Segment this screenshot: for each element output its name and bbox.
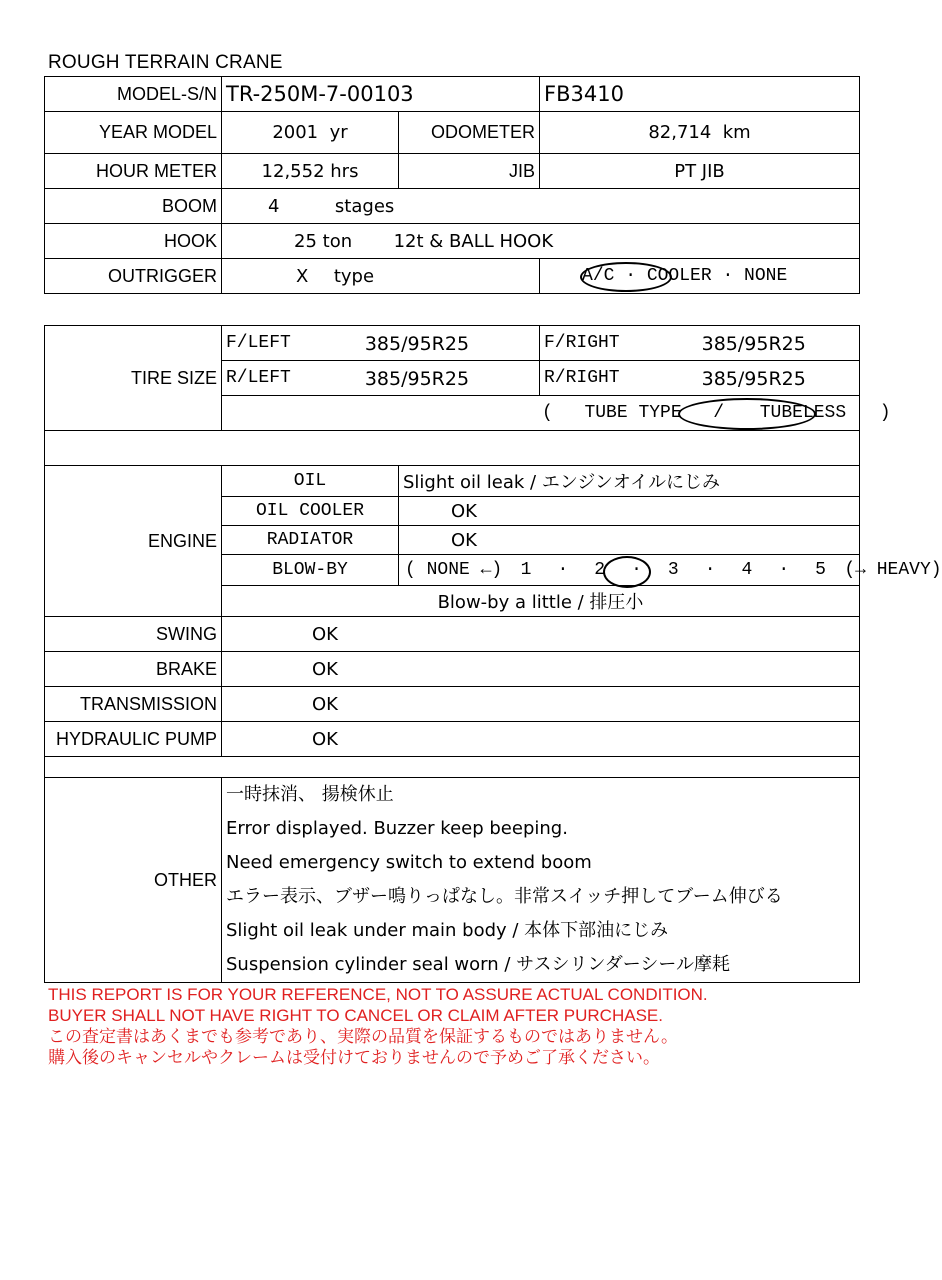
odometer-label: ODOMETER	[399, 112, 540, 154]
tube-close: )	[879, 403, 891, 423]
ac-options	[540, 259, 860, 294]
other-line: Need emergency switch to extend boom	[226, 852, 592, 873]
disclaimer-line: BUYER SHALL NOT HAVE RIGHT TO CANCEL OR CLAIM AFTER PURCHASE.	[48, 1006, 663, 1025]
jib-value: PT JIB	[540, 154, 860, 189]
boom-number: 4	[268, 195, 280, 217]
hour-label: HOUR METER	[45, 154, 222, 189]
other-line: 一時抹消、 揚検休止	[226, 784, 394, 805]
disclaimer-line: この査定書はあくまでも参考であり、実際の品質を保証するものではありません。	[48, 1027, 679, 1046]
tire-rear-right	[540, 361, 860, 396]
tube-open: (	[542, 403, 553, 423]
general-info-table	[44, 76, 860, 294]
boom-value	[222, 189, 860, 224]
hook-label: HOOK	[45, 224, 222, 259]
odometer-unit: km	[722, 122, 751, 143]
report-title: ROUGH TERRAIN CRANE	[48, 52, 283, 73]
tube-type	[222, 396, 891, 431]
jib-label: JIB	[399, 154, 540, 189]
transmission-value: OK	[222, 687, 860, 722]
tire-f-right-label: F/RIGHT	[544, 333, 620, 353]
tire-r-right-value: 385/95R25	[701, 368, 806, 390]
odometer-value	[540, 112, 860, 154]
oil-cooler-value: OK	[399, 497, 860, 526]
blowby-scale: ( NONE ←) 1 · 2 · 3 · 4 · 5 (→ HEAVY)	[399, 555, 860, 586]
swing-label: SWING	[45, 617, 222, 652]
blowby-level-2: 2	[594, 560, 606, 580]
tire-rear-left	[222, 361, 540, 396]
transmission-label: TRANSMISSION	[45, 687, 222, 722]
other-notes	[222, 778, 860, 983]
hydraulic-row	[45, 722, 860, 757]
inspection-table	[44, 325, 942, 983]
swing-value: OK	[222, 617, 860, 652]
boom-unit: stages	[334, 195, 395, 217]
year-label: YEAR MODEL	[45, 112, 222, 154]
other-row	[45, 778, 860, 983]
tire-front-left	[222, 326, 540, 361]
hour-number: 12,552	[261, 160, 325, 182]
other-line: エラー表示、ブザー鳴りっぱなし。非常スイッチ押してブーム伸びる	[226, 886, 783, 907]
outrigger-row	[45, 259, 860, 294]
hook-detail: 12t & BALL HOOK	[393, 230, 554, 252]
brake-value: OK	[222, 652, 860, 687]
hour-unit: hrs	[330, 160, 359, 182]
blowby-note: Blow-by a little / 排圧小	[222, 586, 860, 617]
year-row	[45, 112, 860, 154]
tire-front-right	[540, 326, 860, 361]
blowby-scale-end: (→ HEAVY)	[844, 560, 942, 580]
swing-row	[45, 617, 860, 652]
gap-row-2	[45, 757, 860, 778]
outrigger-unit: type	[333, 265, 375, 287]
outrigger-value	[222, 259, 540, 294]
other-line: Error displayed. Buzzer keep beeping.	[226, 818, 568, 839]
tubeless-option: TUBELESS	[759, 403, 847, 423]
ac-options-text: A/C · COOLER · NONE	[582, 266, 788, 286]
model-value: TR-250M-7-00103	[222, 77, 540, 112]
oil-cooler-label: OIL COOLER	[222, 497, 399, 526]
year-number: 2001	[272, 122, 319, 143]
engine-oil-row	[45, 466, 860, 497]
hour-value	[222, 154, 399, 189]
serial-value: FB3410	[540, 77, 860, 112]
hydraulic-value: OK	[222, 722, 860, 757]
brake-row	[45, 652, 860, 687]
tire-f-left-label: F/LEFT	[226, 333, 291, 353]
hook-unit: ton	[322, 230, 353, 252]
boom-row	[45, 189, 860, 224]
outrigger-type: X	[296, 265, 309, 287]
tire-size-label: TIRE SIZE	[45, 326, 222, 431]
model-label: MODEL-S/N	[45, 77, 222, 112]
radiator-value: OK	[399, 526, 860, 555]
disclaimer	[48, 984, 708, 1068]
model-row	[45, 77, 860, 112]
tire-row-front	[45, 326, 860, 361]
blowby-level-4: 4	[741, 560, 753, 580]
year-unit: yr	[329, 122, 348, 143]
other-label: OTHER	[45, 778, 222, 983]
outrigger-label: OUTRIGGER	[45, 259, 222, 294]
other-line: Slight oil leak under main body / 本体下部油にじみ	[226, 920, 669, 941]
boom-label: BOOM	[45, 189, 222, 224]
brake-label: BRAKE	[45, 652, 222, 687]
blowby-level-5: 5	[815, 560, 826, 580]
transmission-row	[45, 687, 860, 722]
blowby-scale-start: ( NONE ←)	[405, 560, 503, 580]
hook-value	[222, 224, 860, 259]
hour-row	[45, 154, 860, 189]
odometer-number: 82,714	[648, 122, 712, 143]
blowby-level-3: 3	[667, 560, 679, 580]
hook-number: 25	[294, 230, 317, 252]
gap-row	[45, 431, 860, 466]
engine-label: ENGINE	[45, 466, 222, 617]
disclaimer-line: THIS REPORT IS FOR YOUR REFERENCE, NOT TO ASSURE ACTUAL CONDITION.	[48, 985, 708, 1004]
tire-r-left-value: 385/95R25	[364, 368, 470, 390]
other-line: Suspension cylinder seal worn / サスシリンダーシール摩耗	[226, 954, 731, 975]
tire-f-left-value: 385/95R25	[364, 333, 470, 355]
tire-f-right-value: 385/95R25	[701, 333, 806, 355]
oil-value: Slight oil leak / エンジンオイルにじみ	[399, 466, 860, 497]
blowby-level-1: 1	[520, 560, 532, 580]
radiator-label: RADIATOR	[222, 526, 399, 555]
disclaimer-line: 購入後のキャンセルやクレームは受付けておりませんので予めご了承ください。	[48, 1048, 660, 1067]
tube-separator: /	[713, 403, 725, 423]
hook-row	[45, 224, 860, 259]
blowby-label: BLOW-BY	[222, 555, 399, 586]
tire-r-right-label: R/RIGHT	[544, 368, 620, 388]
tire-r-left-label: R/LEFT	[226, 368, 291, 388]
year-value	[222, 112, 399, 154]
hydraulic-label: HYDRAULIC PUMP	[45, 722, 222, 757]
tube-type-option: TUBE TYPE	[584, 403, 682, 423]
oil-label: OIL	[222, 466, 399, 497]
